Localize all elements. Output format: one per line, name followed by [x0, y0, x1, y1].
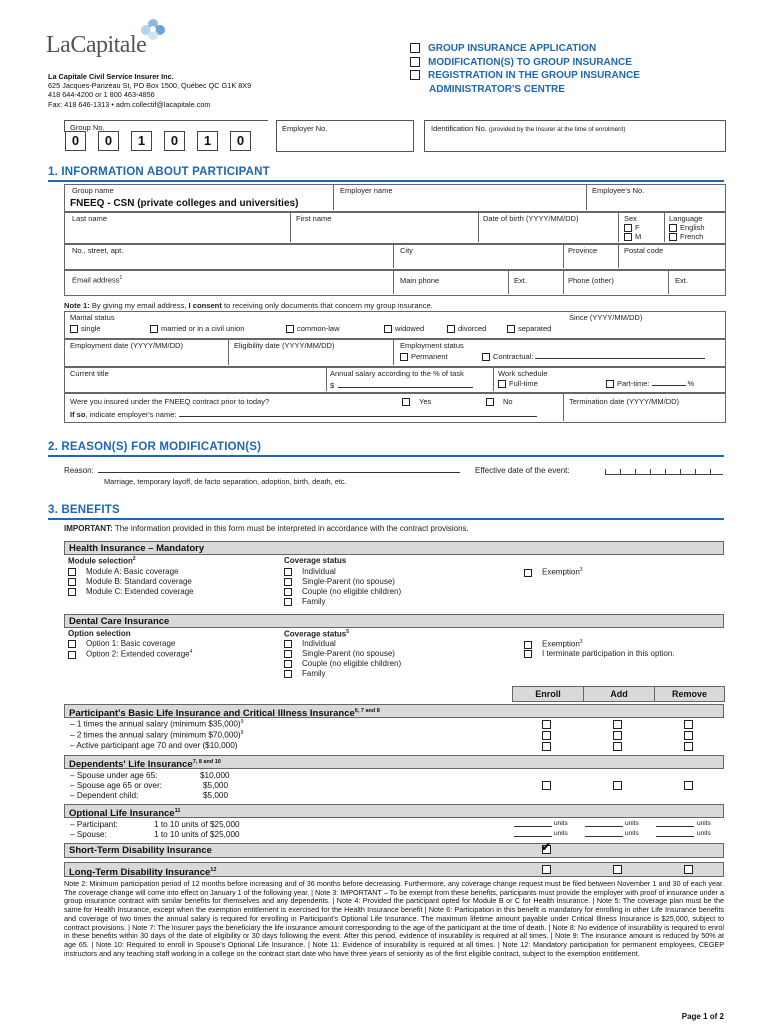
- basic-life-bar: Participant's Basic Life Insurance and Critical Illness Insurance$^{6, 7 and 8}$: [64, 704, 724, 718]
- city-label[interactable]: City: [400, 246, 413, 255]
- checkbox[interactable]: [486, 398, 494, 406]
- checkbox[interactable]: [284, 660, 292, 668]
- dependents-row-amount: $10,000: [200, 771, 230, 780]
- employer-name-label: Employer name: [340, 186, 393, 195]
- checkbox[interactable]: [606, 380, 614, 388]
- checkbox[interactable]: [482, 353, 490, 361]
- other-phone-label[interactable]: Phone (other): [568, 276, 614, 285]
- checkbox[interactable]: [68, 640, 76, 648]
- checkbox[interactable]: [624, 233, 632, 241]
- dental-cov-single-parent[interactable]: Single-Parent (no spouse): [284, 649, 395, 658]
- checkbox[interactable]: [402, 398, 410, 406]
- eligibility-date-label[interactable]: Eligibility date (YYYY/MM/DD): [234, 341, 335, 350]
- health-coverage-label: Coverage status: [284, 556, 347, 565]
- termination-date-label[interactable]: Termination date (YYYY/MM/DD): [569, 397, 680, 406]
- checkbox[interactable]: [284, 568, 292, 576]
- dental-cov-couple[interactable]: Couple (no eligible children): [284, 659, 401, 668]
- checkbox[interactable]: [498, 380, 506, 388]
- basic-life-2x-enroll[interactable]: [542, 731, 551, 740]
- optional-life-row-amount: 1 to 10 units of $25,000: [154, 830, 240, 839]
- section-2-title: 2. REASON(S) FOR MODIFICATION(S): [48, 441, 262, 453]
- checkbox[interactable]: [447, 325, 455, 333]
- optional-life-row-amount: 1 to 10 units of $25,000: [154, 820, 240, 829]
- module-label: Module selection$^2$: [68, 556, 136, 566]
- insurer-name: La Capitale Civil Service Insurer Inc.: [48, 72, 174, 81]
- dependents-row-label: – Spouse under age 65:: [70, 771, 158, 780]
- group-digit: 1: [197, 131, 218, 151]
- module-a[interactable]: Module A: Basic coverage: [68, 567, 179, 576]
- important-note: IMPORTANT: The information provided in this form must be interpreted in accordance with the contract provisions.: [64, 524, 469, 533]
- current-title-label[interactable]: Current title: [70, 369, 109, 378]
- effective-date-label: Effective date of the event:: [475, 466, 570, 475]
- checkbox[interactable]: [284, 650, 292, 658]
- checkbox[interactable]: [70, 325, 78, 333]
- checkbox[interactable]: [284, 598, 292, 606]
- checkbox[interactable]: [400, 353, 408, 361]
- since-label[interactable]: Since (YYYY/MM/DD): [569, 313, 643, 322]
- col-header-add: Add: [583, 686, 655, 702]
- basic-life-2x-add[interactable]: [613, 731, 622, 740]
- checkbox[interactable]: [524, 641, 532, 649]
- dependents-life-bar: Dependents' Life Insurance$^{7, 8 and 10}$: [64, 755, 724, 769]
- optional-participant-remove-units[interactable]: [656, 819, 694, 827]
- basic-life-70-add[interactable]: [613, 742, 622, 751]
- dependents-row-amount: $5,000: [203, 781, 229, 790]
- marital-separated[interactable]: separated: [507, 324, 551, 333]
- reason-field[interactable]: Reason:: [64, 466, 460, 475]
- dental-option-2[interactable]: Option 2: Extended coverage$^4$: [68, 649, 192, 659]
- checkbox[interactable]: [68, 568, 76, 576]
- employer-no-field[interactable]: Employer No.: [276, 120, 414, 152]
- basic-life-1x-remove[interactable]: [684, 720, 693, 729]
- dental-cov-family[interactable]: Family: [284, 669, 326, 678]
- status-permanent[interactable]: Permanent: [400, 352, 448, 361]
- checkbox[interactable]: [284, 670, 292, 678]
- form-type-application[interactable]: GROUP INSURANCE APPLICATION: [410, 42, 640, 56]
- checkbox[interactable]: [669, 224, 677, 232]
- checkbox[interactable]: [284, 588, 292, 596]
- identification-no-field[interactable]: Identification No. (provided by the Insurer at the time of enrolment): [424, 120, 726, 152]
- sex-label: Sex: [624, 214, 637, 223]
- basic-life-70-remove[interactable]: [684, 742, 693, 751]
- health-cov-couple[interactable]: Couple (no eligible children): [284, 587, 401, 596]
- note-1: Note 1: By giving my email address, I consent to receiving only documents that concern my group insurance.: [64, 301, 433, 310]
- basic-life-70-enroll[interactable]: [542, 742, 551, 751]
- std-bar: Short-Term Disability Insurance: [64, 843, 724, 858]
- postal-label[interactable]: Postal code: [624, 246, 664, 255]
- group-name-label: Group name: [72, 186, 114, 195]
- health-cov-family[interactable]: Family: [284, 597, 326, 606]
- basic-life-1x-enroll[interactable]: [542, 720, 551, 729]
- effective-date-field[interactable]: [605, 462, 723, 475]
- sex-m-option[interactable]: M: [624, 232, 641, 241]
- dental-cov-individual[interactable]: Individual: [284, 639, 336, 648]
- optional-participant-enroll-units[interactable]: [514, 819, 552, 827]
- ltd-bar: Long-Term Disability Insurance$^{12}$: [64, 862, 724, 877]
- checkbox[interactable]: [524, 650, 532, 658]
- full-time-option[interactable]: Full-time: [498, 379, 538, 388]
- health-cov-individual[interactable]: Individual: [284, 567, 336, 576]
- group-digit: 0: [98, 131, 119, 151]
- optional-participant-add-units[interactable]: [585, 819, 623, 827]
- section-1-title: 1. INFORMATION ABOUT PARTICIPANT: [48, 166, 270, 178]
- reason-examples: Marriage, temporary layoff, de facto separation, adoption, birth, death, etc.: [104, 477, 347, 486]
- checkbox[interactable]: [410, 70, 420, 80]
- basic-life-row: – 2 times the annual salary (minimum $70,000)$^9$: [70, 730, 244, 740]
- status-contractual[interactable]: Contractual:: [482, 352, 705, 361]
- ltd-remove[interactable]: [684, 865, 693, 874]
- marital-common[interactable]: common-law: [286, 324, 340, 333]
- street-label[interactable]: No., street, apt.: [72, 246, 124, 255]
- ltd-enroll[interactable]: [542, 865, 551, 874]
- dependents-remove[interactable]: [684, 781, 693, 790]
- units-label: units: [697, 820, 711, 827]
- main-phone-label[interactable]: Main phone: [400, 276, 440, 285]
- dental-bar: Dental Care Insurance: [64, 614, 724, 628]
- first-name-label[interactable]: First name: [296, 214, 332, 223]
- checkbox[interactable]: [68, 588, 76, 596]
- checkbox[interactable]: [669, 233, 677, 241]
- module-c[interactable]: Module C: Extended coverage: [68, 587, 194, 596]
- marital-divorced[interactable]: divorced: [447, 324, 486, 333]
- annual-salary-label: Annual salary according to the % of task: [330, 369, 464, 378]
- basic-life-1x-add[interactable]: [613, 720, 622, 729]
- checkbox[interactable]: [384, 325, 392, 333]
- checkbox[interactable]: [284, 640, 292, 648]
- annual-salary-field[interactable]: $: [330, 381, 473, 390]
- col-header-remove: Remove: [654, 686, 725, 702]
- health-bar: Health Insurance – Mandatory: [64, 541, 724, 555]
- units-label: units: [625, 820, 639, 827]
- dependents-row-label: – Spouse age 65 or over:: [70, 781, 162, 790]
- checkbox[interactable]: [410, 43, 420, 53]
- insured-no[interactable]: No: [486, 397, 513, 406]
- optional-spouse-enroll-units[interactable]: [514, 829, 552, 837]
- checkbox[interactable]: [624, 224, 632, 232]
- section-3-title: 3. BENEFITS: [48, 504, 120, 516]
- health-exemption[interactable]: Exemption$^3$: [524, 567, 583, 577]
- checkbox[interactable]: [410, 57, 420, 67]
- checkbox[interactable]: [524, 569, 532, 577]
- insurer-phones: 418 644-4200 or 1 800 463-4856: [48, 90, 155, 100]
- ext-label[interactable]: Ext.: [514, 276, 527, 285]
- ltd-add[interactable]: [613, 865, 622, 874]
- marital-married[interactable]: married or in a civil union: [150, 324, 244, 333]
- basic-life-row: – 1 times the annual salary (minimum $35,000)$^9$: [70, 719, 244, 729]
- logo-text: LaCapitale: [46, 32, 147, 58]
- employment-status-label: Employment status: [400, 341, 464, 350]
- lang-french-option[interactable]: French: [669, 232, 703, 241]
- module-b[interactable]: Module B: Standard coverage: [68, 577, 192, 586]
- checkbox[interactable]: [150, 325, 158, 333]
- form-type-modification[interactable]: MODIFICATION(S) TO GROUP INSURANCE: [410, 56, 640, 70]
- marital-label: Marital status: [70, 313, 115, 322]
- group-name-value: FNEEQ - CSN (private colleges and universities): [70, 198, 299, 209]
- dependents-row-amount: $5,000: [203, 791, 229, 800]
- dob-label[interactable]: Date of birth (YYYY/MM/DD): [483, 214, 579, 223]
- group-digit: 0: [230, 131, 251, 151]
- units-label: units: [697, 830, 711, 837]
- email-label[interactable]: Email address$^1$: [72, 275, 123, 285]
- insured-prior-label: Were you insured under the FNEEQ contract prior to today?: [70, 397, 270, 406]
- optional-life-bar: Optional Life Insurance$^{11}$: [64, 804, 724, 818]
- optional-life-row-label: – Spouse:: [70, 830, 107, 839]
- page-number: Page 1 of 2: [681, 1012, 724, 1021]
- employee-no-label: Employee's No.: [592, 186, 645, 195]
- insurer-address: 625 Jacques-Parizeau St, PO Box 1500, Québec QC G1K 8X9: [48, 81, 252, 91]
- if-so-employer[interactable]: If so, indicate employer's name:: [70, 410, 537, 419]
- checkmark-icon: ✔: [541, 840, 552, 854]
- dependents-add[interactable]: [613, 781, 622, 790]
- dependents-row-label: – Dependent child:: [70, 791, 139, 800]
- col-header-enroll: Enroll: [512, 686, 584, 702]
- optional-spouse-add-units[interactable]: [585, 829, 623, 837]
- checkbox[interactable]: [68, 578, 76, 586]
- dependents-enroll[interactable]: [542, 781, 551, 790]
- marital-single[interactable]: single: [70, 324, 101, 333]
- dental-exemption[interactable]: Exemption$^3$: [524, 639, 583, 649]
- group-digit: 1: [131, 131, 152, 151]
- dental-coverage-label: Coverage status$^5$: [284, 629, 350, 639]
- health-cov-single-parent[interactable]: Single-Parent (no spouse): [284, 577, 395, 586]
- checkbox[interactable]: [507, 325, 515, 333]
- checkbox[interactable]: [284, 578, 292, 586]
- group-digit: 0: [164, 131, 185, 151]
- basic-life-row: – Active participant age 70 and over ($10,000): [70, 741, 238, 750]
- work-schedule-label: Work schedule: [498, 369, 548, 378]
- checkbox[interactable]: [68, 651, 76, 659]
- units-label: units: [554, 830, 568, 837]
- units-label: units: [554, 820, 568, 827]
- optional-life-row-label: – Participant:: [70, 820, 118, 829]
- dental-option-1[interactable]: Option 1: Basic coverage: [68, 639, 175, 648]
- part-time-option[interactable]: Part-time: %: [606, 379, 694, 388]
- option-label: Option selection: [68, 629, 131, 638]
- dental-terminate[interactable]: I terminate participation in this option.: [524, 649, 675, 658]
- logo: [46, 18, 186, 63]
- insurer-fax: Fax: 418 646-1313 • adm.collectif@lacapitale.com: [48, 99, 211, 109]
- province-label[interactable]: Province: [568, 246, 598, 255]
- ext2-label[interactable]: Ext.: [675, 276, 688, 285]
- lang-english-option[interactable]: English: [669, 223, 705, 232]
- checkbox[interactable]: [286, 325, 294, 333]
- group-digit: 0: [65, 131, 86, 151]
- optional-spouse-remove-units[interactable]: [656, 829, 694, 837]
- form-type-registration-cont: ADMINISTRATOR'S CENTRE: [429, 83, 565, 95]
- employment-date-label[interactable]: Employment date (YYYY/MM/DD): [70, 341, 183, 350]
- sex-f-option[interactable]: F: [624, 223, 640, 232]
- footnotes: Note 2: Minimum participation period of 12 months before increasing and of 36 months before decreasing. Furthermore, any coverage change request must be filed between November 1 and 30 of each year. The coverage change will come into effect on January 1 of the following year. | Note 3: IMPORTANT – To be exempt from these benefits, participants must provide the employer with proof of insurance under a group insurance contract with similar benefits for themselves and any dependents. | Note 4: Provided the participant opted for Module B or C for Health Insurance. | Note 5: The coverage plan must be the same for Health Insurance, except when the exemption entitlement is exercised for the Health Insurance benefit | Note 6: Participation in this benefit is mandatory for enrolling in other Life Insurance benefits and coverage of two times the annual salary is required for enrolling in Participant's Optional Life Insurance. The maximum lifetime amount payable under Critical Illness Insurance is $25,000, subject to contract provisions. | Note 7: The Insurer pays the beneficiary the life insurance amount corresponding to the age of the participant at the time of death. | Note 8: No evidence of insurability is required to enrol in these benefits within 30 days of the date of eligibility or 30 days following the event. After this period, evidence of insurability is required at all times. | Note 9: The insurance amount is reduced by 50% at age 65. | Note 10: Required to enroll in Spouse's Optional Life Insurance. | Note 11: Evidence of insurability is required at all times. | Note 12: Mandatory participation for permanent employees, CEGEP instructors and any teaching staff working in a college on the contract start date who have three years of seniority as of the first eligible contract, subject to the exemption entitlement.: [64, 879, 725, 958]
- basic-life-2x-remove[interactable]: [684, 731, 693, 740]
- units-label: units: [625, 830, 639, 837]
- form-type-registration[interactable]: REGISTRATION IN THE GROUP INSURANCE: [410, 69, 640, 83]
- last-name-label[interactable]: Last name: [72, 214, 108, 223]
- group-no-label: Group No.: [70, 123, 105, 132]
- language-label: Language: [669, 214, 703, 223]
- insured-yes[interactable]: Yes: [402, 397, 431, 406]
- marital-widowed[interactable]: widowed: [384, 324, 424, 333]
